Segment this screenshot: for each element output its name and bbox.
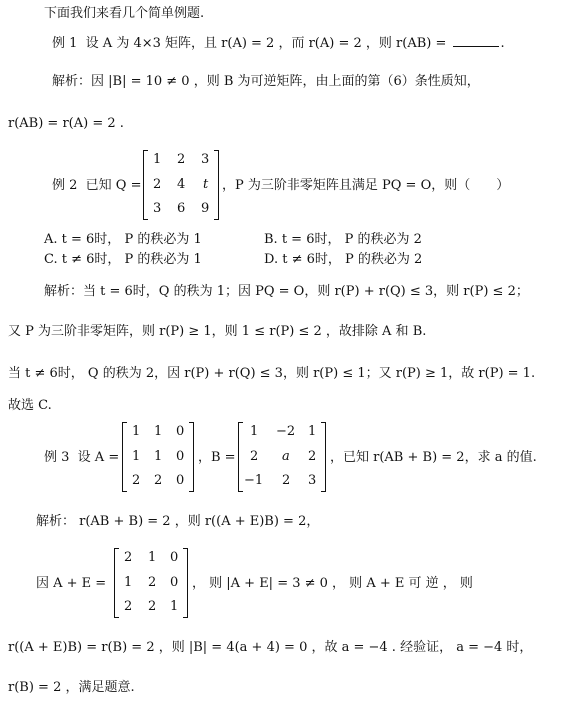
matrix-cell: 2 (250, 449, 259, 464)
matrix-cell: 2 (148, 599, 157, 614)
matrix-cell: 2 (282, 473, 291, 488)
matrix-right-bracket (189, 422, 194, 492)
ex1-analysis-2: r(AB) = r(A) = 2 . (8, 116, 124, 131)
option-d: D. t ≠ 6时， P 的秩必为 2 (264, 252, 423, 267)
matrix-a-plus-e (114, 548, 188, 618)
matrix-cell: 1 (124, 575, 133, 590)
matrix-cell: 6 (177, 201, 186, 216)
matrix-cell: −1 (244, 473, 264, 488)
option-b: B. t = 6时， P 的秩必为 2 (264, 232, 422, 247)
matrix-cell: 0 (170, 575, 179, 590)
matrix-cell: 2 (308, 449, 317, 464)
ex1-problem: 设 A 为 4×3 矩阵，且 r(A) = 2 ，而 r(A) = 2 ，则 r(AB) = (85, 36, 451, 51)
ex3-because-pre: 因 A + E = (36, 576, 107, 591)
matrix-right-bracket (214, 150, 219, 220)
ex3-pre (44, 450, 119, 466)
ex1-line: 例 1 设 A 为 4×3 矩阵，且 r(A) = 2 ，而 r(A) = 2 ，则 r(AB) = . (52, 36, 505, 51)
ex2-pre-text: 已知 Q = (85, 178, 142, 193)
matrix-cell: 0 (176, 424, 185, 439)
matrix-cell: −2 (276, 424, 296, 439)
matrix-cell: 0 (170, 550, 179, 565)
matrix-cell: 1 (132, 449, 141, 464)
matrix-right-bracket (321, 422, 326, 492)
matrix-cell: 0 (176, 449, 185, 464)
matrix-left-bracket (122, 422, 127, 492)
ex2-pre (52, 178, 142, 194)
matrix-cell: 2 (124, 550, 133, 565)
matrix-cell: 1 (132, 424, 141, 439)
matrix-cell: t (203, 177, 209, 192)
ex3-pre-text: 设 A = (77, 450, 120, 465)
ex2-analysis-4: 故选 C. (8, 398, 52, 413)
matrix-cell: 4 (177, 177, 186, 192)
matrix-cell: a (282, 449, 290, 464)
ex2-label: 例 2 (52, 178, 78, 193)
ex3-analysis-2: r((A + E)B) = r(B) = 2 ，则 |B| = 4(a + 4) = 0 ，故 a = −4 . 经验证， a = −4 时， (8, 640, 533, 655)
matrix-cell: 1 (154, 424, 163, 439)
matrix-b (238, 422, 326, 492)
matrix-right-bracket (183, 548, 188, 618)
matrix-cell: 3 (201, 152, 210, 167)
ex3-mid: ，B = (198, 450, 236, 465)
ex1-analysis-1: 解析：因 |B| = 10 ≠ 0 ，则 B 为可逆矩阵，由上面的第（6）条性质知， (52, 74, 480, 89)
ex2-analysis-2: 又 P 为三阶非零矩阵，则 r(P) ≥ 1，则 1 ≤ r(P) ≤ 2 ，故排除 A 和 B. (8, 324, 427, 339)
matrix-cell: 2 (132, 473, 141, 488)
matrix-cell: 1 (153, 152, 162, 167)
intro-text: 下面我们来看几个简单例题. (44, 6, 205, 21)
ex3-label: 例 3 (44, 450, 70, 465)
matrix-cell: 1 (170, 599, 179, 614)
ex3-because-post: ， 则 |A + E| = 3 ≠ 0 ， 则 A + E 可 逆 ， 则 (192, 576, 473, 591)
ex2-post: ，P 为三阶非零矩阵且满足 PQ = O，则（ ） (222, 178, 510, 193)
matrix-left-bracket (143, 150, 148, 220)
ex3-post: ，已知 r(AB + B) = 2，求 a 的值. (330, 450, 537, 465)
option-a: A. t = 6时， P 的秩必为 1 (44, 232, 202, 247)
matrix-cell: 1 (250, 424, 259, 439)
matrix-cell: 3 (308, 473, 317, 488)
matrix-cell: 1 (308, 424, 317, 439)
matrix-cell: 2 (153, 177, 162, 192)
matrix-left-bracket (114, 548, 119, 618)
matrix-cell: 2 (154, 473, 163, 488)
ex1-label: 例 1 (52, 36, 78, 51)
matrix-left-bracket (238, 422, 243, 492)
ex3-analysis-1: 解析： r(AB + B) = 2 ，则 r((A + E)B) = 2， (36, 514, 320, 529)
matrix-cell: 0 (176, 473, 185, 488)
ex2-analysis-1: 解析：当 t = 6时，Q 的秩为 1；因 PQ = O，则 r(P) + r(Q) ≤ 3，则 r(P) ≤ 2； (44, 284, 529, 299)
matrix-cell: 1 (148, 550, 157, 565)
ex2-analysis-3: 当 t ≠ 6时， Q 的秩为 2，因 r(P) + r(Q) ≤ 3，则 r(P) ≤ 1；又 r(P) ≥ 1，故 r(P) = 1. (8, 366, 536, 381)
matrix-q (143, 150, 219, 220)
matrix-a (122, 422, 194, 492)
matrix-cell: 2 (124, 599, 133, 614)
matrix-cell: 3 (153, 201, 162, 216)
option-c: C. t ≠ 6时， P 的秩必为 1 (44, 252, 202, 267)
matrix-cell: 9 (201, 201, 210, 216)
matrix-cell: 2 (148, 575, 157, 590)
answer-blank (453, 34, 499, 47)
ex3-analysis-3: r(B) = 2 ，满足题意. (8, 680, 135, 695)
matrix-cell: 2 (177, 152, 186, 167)
matrix-cell: 1 (154, 449, 163, 464)
